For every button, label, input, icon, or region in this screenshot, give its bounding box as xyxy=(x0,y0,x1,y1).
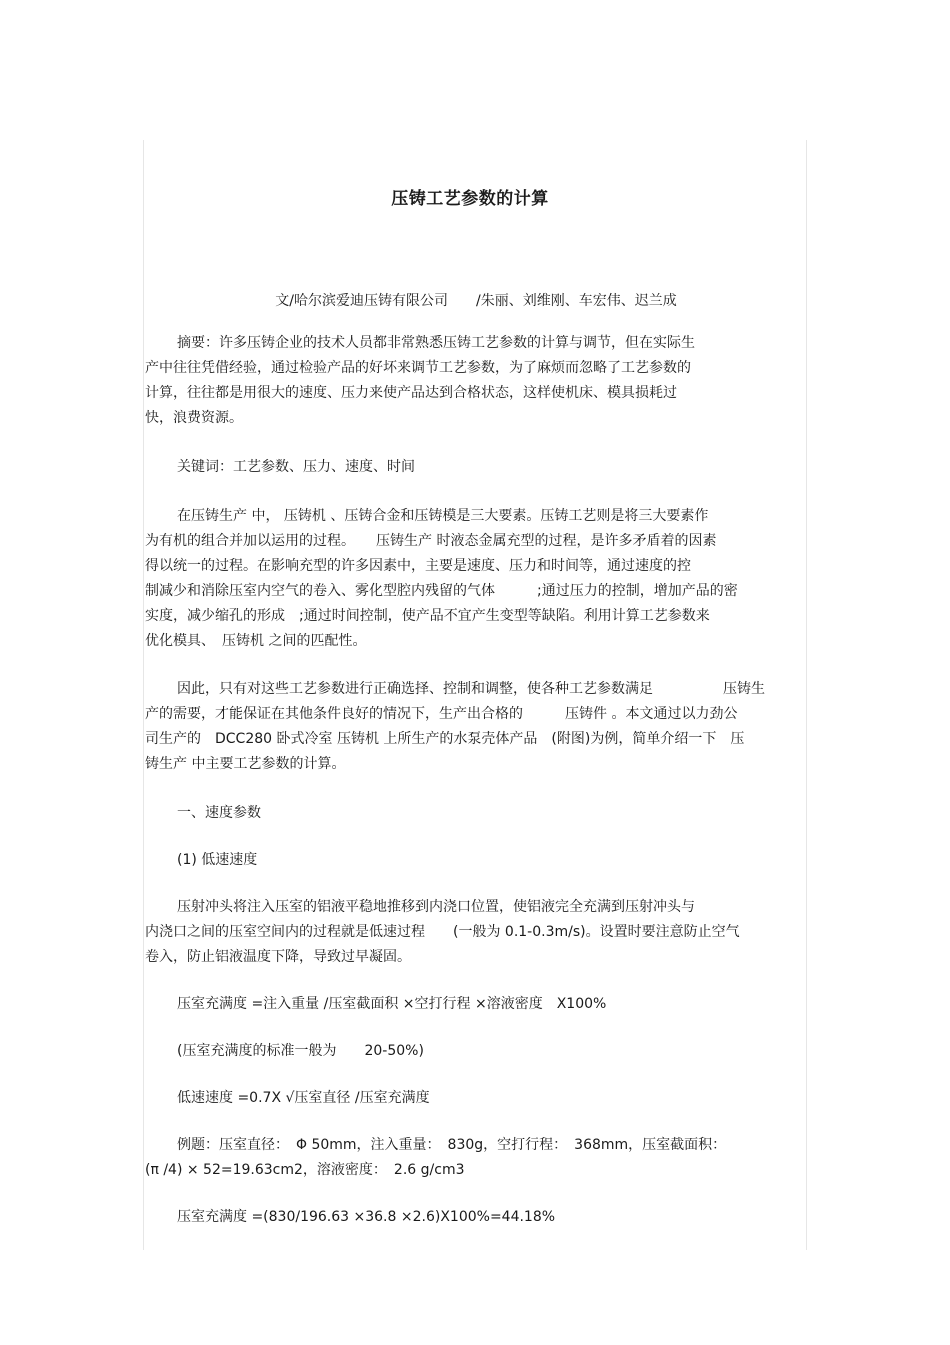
subsection-heading-low-speed: (1) 低速速度 xyxy=(177,852,258,868)
therefore-line: 产的需要，才能保证在其他条件良好的情况下，生产出合格的 压铸件 。本文通过以力劲公 xyxy=(145,706,738,722)
therefore-paragraph xyxy=(145,677,795,777)
authors-line: 文/哈尔滨爱迪压铸有限公司 /朱丽、刘维刚、车宏伟、迟兰成 xyxy=(275,293,677,309)
keywords-paragraph: 关键词：工艺参数、压力、速度、时间 xyxy=(177,459,415,475)
therefore-line: 司生产的 DCC280 卧式冷室 压铸机 上所生产的水泵壳体产品 (附图)为例，简单介绍一下 压 xyxy=(145,731,745,747)
intro-line: 实度，减少缩孔的形成 ;通过时间控制，使产品不宜产生变型等缺陷。利用计算工艺参数来 xyxy=(145,608,710,624)
document-title: 压铸工艺参数的计算 xyxy=(391,189,549,209)
intro-line: 为有机的组合并加以运用的过程。 压铸生产 时液态金属充型的过程，是许多矛盾着的因素 xyxy=(145,533,717,549)
abstract-paragraph xyxy=(145,331,795,431)
intro-line: 在压铸生产 中， 压铸机 、压铸合金和压铸模是三大要素。压铸工艺则是将三大要素作 xyxy=(177,508,709,524)
intro-line: 优化模具、 压铸机 之间的匹配性。 xyxy=(145,633,367,649)
section-heading-speed: 一、速度参数 xyxy=(177,805,261,821)
therefore-line: 铸生产 中主要工艺参数的计算。 xyxy=(145,756,346,772)
page-right-border xyxy=(806,140,807,1250)
low-speed-formula: 低速速度 =0.7X √压室直径 /压室充满度 xyxy=(177,1090,430,1106)
low-speed-line: 压射冲头将注入压室的铝液平稳地推移到内浇口位置，使铝液完全充满到压射冲头与 xyxy=(177,899,695,915)
abstract-line: 产中往往凭借经验，通过检验产品的好坏来调节工艺参数，为了麻烦而忽略了工艺参数的 xyxy=(145,360,691,376)
abstract-line: 计算，往往都是用很大的速度、压力来使产品达到合格状态，这样使机床、模具损耗过 xyxy=(145,385,677,401)
intro-line: 制减少和消除压室内空气的卷入、雾化型腔内残留的气体 ;通过压力的控制，增加产品的密 xyxy=(145,583,738,599)
fill-ratio-standard: (压室充满度的标准一般为 20-50%) xyxy=(177,1043,424,1059)
example-line: (π /4) × 52=19.63cm2，溶液密度： 2.6 g/cm3 xyxy=(145,1162,465,1178)
example-line: 例题：压室直径： Φ 50mm，注入重量： 830g，空打行程： 368mm，压室截面积： xyxy=(177,1137,727,1153)
fill-ratio-formula: 压室充满度 =注入重量 /压室截面积 ×空打行程 ×溶液密度 X100% xyxy=(177,996,607,1012)
intro-paragraph xyxy=(145,504,795,654)
low-speed-line: 内浇口之间的压室空间内的过程就是低速过程 (一般为 0.1-0.3m/s)。设置时要注意防止空气 xyxy=(145,924,740,940)
example-paragraph xyxy=(145,1133,795,1183)
low-speed-paragraph xyxy=(145,895,795,970)
page-left-border xyxy=(143,140,144,1250)
abstract-line: 摘要：许多压铸企业的技术人员都非常熟悉压铸工艺参数的计算与调节，但在实际生 xyxy=(177,335,695,351)
low-speed-line: 卷入，防止铝液温度下降，导致过早凝固。 xyxy=(145,949,411,965)
fill-ratio-result: 压室充满度 =(830/196.63 ×36.8 ×2.6)X100%=44.18% xyxy=(177,1209,556,1225)
abstract-line: 快，浪费资源。 xyxy=(145,410,243,426)
document-body xyxy=(145,186,795,1230)
intro-line: 得以统一的过程。在影响充型的许多因素中，主要是速度、压力和时间等，通过速度的控 xyxy=(145,558,691,574)
therefore-line: 因此，只有对这些工艺参数进行正确选择、控制和调整，使各种工艺参数满足 压铸生 xyxy=(177,681,765,697)
